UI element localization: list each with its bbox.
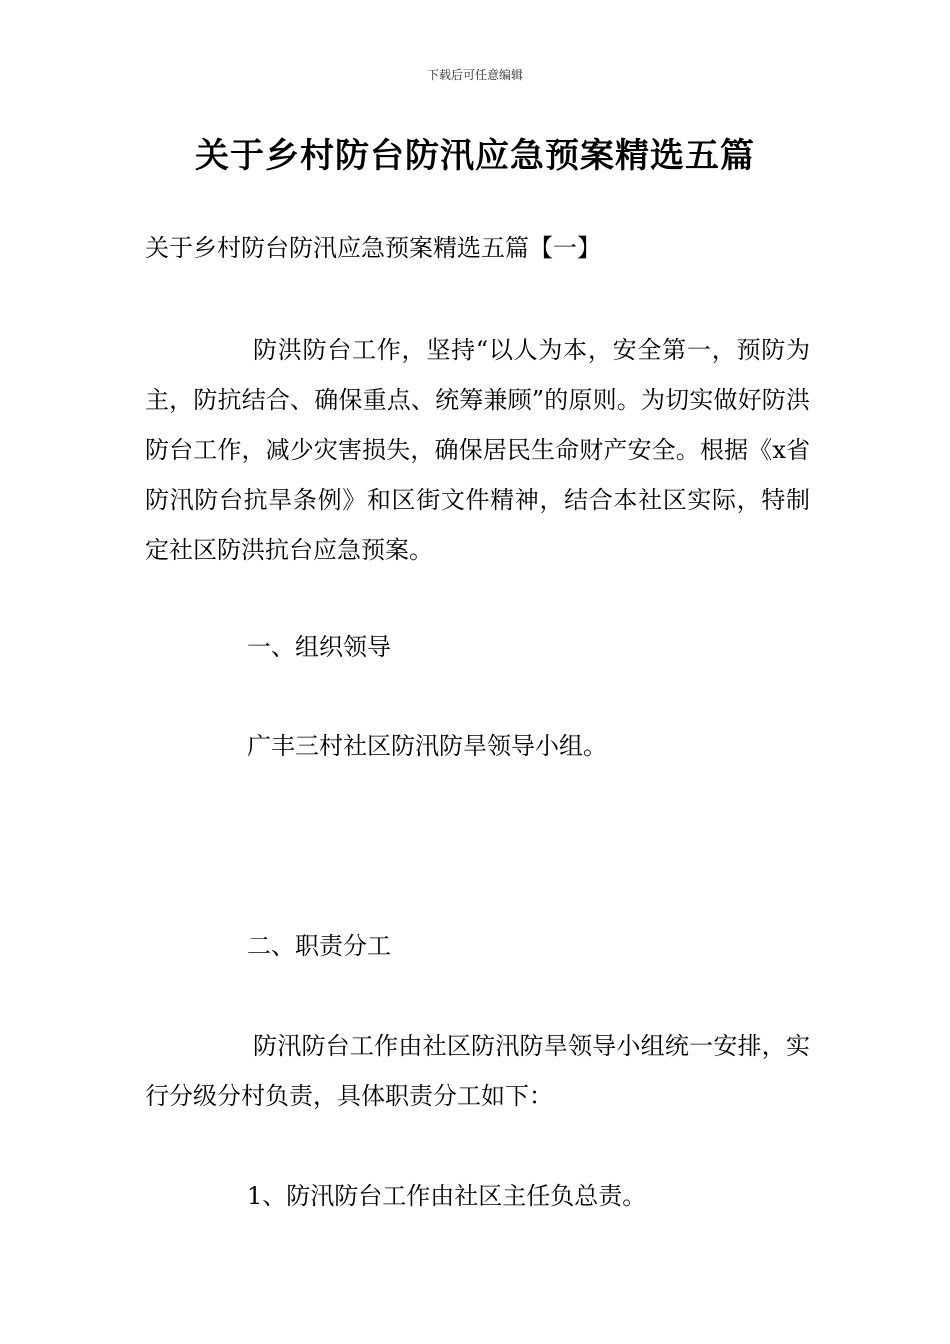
section1-heading: 一、组织领导 [247,633,391,661]
section2-body: 防汛防台工作由社区防汛防旱领导小组统一安排，实行分级分村负责，具体职责分工如下： [145,1032,810,1110]
section1-body: 广丰三村社区防汛防旱领导小组。 [247,732,607,760]
intro-paragraph: 防洪防台工作，坚持“以人为本，安全第一，预防为主，防抗结合、确保重点、统筹兼顾”的原则。为切实做好防洪防台工作，减少灾害损失，确保居民生命财产安全。根据《x省防汛防台抗旱条例》和区街文件精神，结合本社区实际，特制定社区防洪抗台应急预案。 [145,336,810,564]
document-title: 关于乡村防台防汛应急预案精选五篇 [195,136,755,176]
section-subtitle: 关于乡村防台防汛应急预案精选五篇【一】 [145,234,601,262]
list-item-1: 1、防汛防台工作由社区主任负总责。 [247,1182,647,1210]
section2-heading: 二、职责分工 [247,932,391,960]
header-note: 下载后可任意编辑 [426,68,523,82]
